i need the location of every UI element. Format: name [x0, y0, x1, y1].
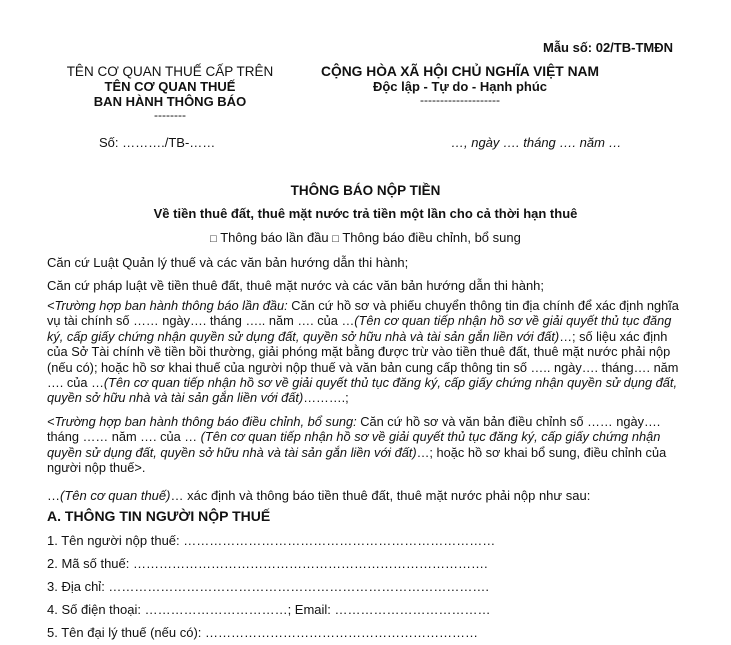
case-first-end: ……….;	[303, 390, 349, 406]
basis-tax-law: Căn cứ Luật Quản lý thuế và các văn bản hướng dẫn thi hành;	[47, 255, 409, 270]
issue-date: …, ngày …. tháng …. năm …	[451, 135, 622, 150]
first-notice-checkbox[interactable]: □	[210, 233, 217, 245]
case-first-agency-1: (Tên cơ quan tiếp nhận hồ sơ về giải quyết thủ tục đăng ký, cấp giấy chứng nhận quyền sử dụng đất, quyền sở hữu nhà và tài sản gắn liền với đất)	[47, 313, 672, 344]
agency-name: TÊN CƠ QUAN THUẾ	[104, 79, 236, 94]
phone-email-field[interactable]: 4. Số điện thoại: ……………………………; Email: ………………………………	[47, 602, 491, 617]
case-adjust-notice	[47, 414, 687, 476]
tax-agent-field[interactable]: 5. Tên đại lý thuế (nếu có): ………………………………………………………	[47, 625, 479, 640]
adjust-notice-checkbox[interactable]: □	[332, 233, 339, 245]
case-adjust-end: …; hoặc hồ sơ khai bổ sung, điều chỉnh của người nộp thuế>.	[47, 444, 667, 476]
section-a-heading: A. THÔNG TIN NGƯỜI NỘP THUẾ	[47, 508, 271, 524]
determine-agency: (Tên cơ quan thuế)	[60, 488, 171, 503]
taxpayer-name-field[interactable]: 1. Tên người nộp thuế: ………………………………………………………………	[47, 533, 496, 548]
left-divider: --------	[154, 108, 186, 122]
case-first-notice	[47, 298, 687, 406]
case-first-heading: <Trường hợp ban hành thông báo lần đầu:	[47, 298, 292, 313]
basis-land-law: Căn cứ pháp luật về tiền thuê đất, thuê mặt nước và các văn bản hướng dẫn thi hành;	[47, 278, 545, 293]
case-first-text-1: Căn cứ hồ sơ và phiếu chuyển thông tin địa chính để xác định nghĩa vụ tài chính số …… ngày…. tháng ….. năm …. của …	[47, 298, 679, 329]
right-divider: --------------------	[420, 93, 500, 107]
document-number: Số: ………./TB-……	[99, 135, 216, 150]
first-notice-label: Thông báo lần đầu	[220, 230, 329, 245]
motto: Độc lập - Tự do - Hạnh phúc	[372, 79, 548, 94]
agency-superior: TÊN CƠ QUAN THUẾ CẤP TRÊN	[66, 64, 274, 79]
determine-text: … xác định và thông báo tiền thuê đất, thuê mặt nước phải nộp như sau:	[170, 488, 591, 503]
tax-code-field[interactable]: 2. Mã số thuế: ……………………………………………………………………….	[47, 556, 488, 571]
address-field[interactable]: 3. Địa chỉ: …………………………………………………………………………….	[47, 579, 490, 594]
document-title: THÔNG BÁO NỘP TIỀN	[290, 183, 441, 198]
case-adjust-heading: <Trường hợp ban hành thông báo điều chỉnh, bổ sung:	[47, 414, 361, 429]
header-left	[40, 64, 300, 121]
country-name: CỘNG HÒA XÃ HỘI CHỦ NGHĨA VIỆT NAM	[321, 64, 599, 79]
case-adjust-agency: (Tên cơ quan tiếp nhận hồ sơ về giải quyết thủ tục đăng ký, cấp giấy chứng nhận quyền sử dụng đất, quyền sở hữu nhà và tài sản gắn liền với đất)	[47, 429, 661, 460]
adjust-notice-label: Thông báo điều chỉnh, bổ sung	[342, 230, 521, 245]
case-first-text-2: …; số liệu xác định của Sở Tài chính về tiền bồi thường, giải phóng mặt bằng được trừ vào tiền thuê đất, thuê mặt nước phải nộp (nếu có); hoặc hồ sơ khai thuế của người nộp thuế và văn bản cung cấp thông tin số ….. ngày…. tháng…. năm …. của …	[47, 328, 679, 391]
header-right	[310, 64, 610, 106]
determine-paragraph	[47, 488, 590, 503]
form-code: Mẫu số: 02/TB-TMĐN	[543, 40, 673, 55]
case-adjust-text-1: Căn cứ hồ sơ và văn bản điều chỉnh số …… ngày…. tháng …… năm …. của …	[47, 414, 661, 445]
notice-type-options	[0, 230, 731, 245]
case-first-agency-2: (Tên cơ quan tiếp nhận hồ sơ về giải quyết thủ tục đăng ký, cấp giấy chứng nhận quyền sử dụng đất, quyền sở hữu nhà và tài sản gắn liền với đất)	[47, 375, 677, 406]
document-subtitle: Về tiền thuê đất, thuê mặt nước trả tiền một lần cho cả thời hạn thuê	[153, 206, 578, 221]
issuing-label: BAN HÀNH THÔNG BÁO	[93, 94, 247, 109]
determine-dots: …	[47, 488, 60, 503]
